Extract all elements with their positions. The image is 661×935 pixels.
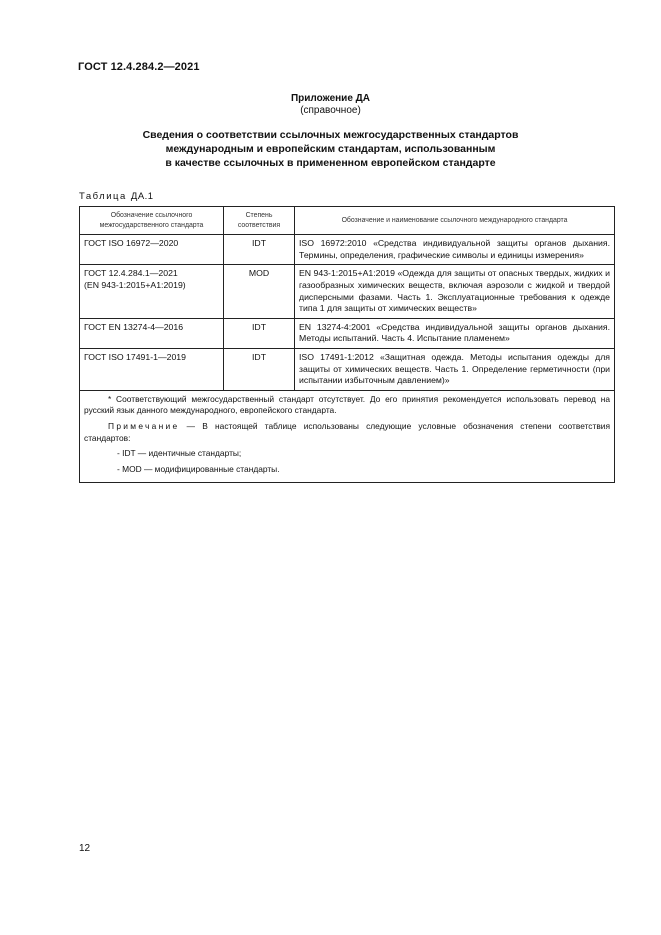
note-list-item: - IDT — идентичные стандарты; [117, 448, 242, 459]
heading-line-1: Сведения о соответствии ссылочных межгосударственных стандартов [142, 129, 519, 141]
appendix-title-block [0, 93, 661, 117]
cell-standard-line: ГОСТ 12.4.284.1—2021 [84, 268, 178, 279]
table-row [80, 348, 615, 390]
table-caption [79, 191, 154, 202]
cell-standard-line: ГОСТ EN 13274-4—2016 [84, 321, 184, 332]
cell-reference: ISO 17491-1:2012 «Защитная одежда. Методы испытания одежды для защиты от химических веществ. Часть 1. Определение герметичности (при испытании избыточным давлением)» [295, 348, 615, 390]
document-header: ГОСТ 12.4.284.2—2021 [78, 61, 200, 73]
cell-standard [80, 235, 224, 265]
column-header-reference [295, 207, 615, 235]
column-header-standard-line-2: межгосударственного стандарта [99, 221, 204, 229]
table-row [80, 235, 615, 265]
table-footnote: * Соответствующий межгосударственный стандарт отсутствует. До его принятия рекомендуется использовать перевод на русский язык данного международного, европейского стандарта. [84, 393, 610, 416]
page-number: 12 [79, 843, 91, 854]
column-header-degree [224, 207, 295, 235]
cell-reference: ISO 16972:2010 «Средства индивидуальной защиты органов дыхания. Термины, определения, графические символы и единицы измерения» [295, 235, 615, 265]
cell-degree: MOD [224, 265, 295, 318]
heading-line-3: в качестве ссылочных в примененном европейском стандарте [165, 157, 496, 169]
column-header-degree-line-1: Степень [245, 212, 273, 219]
column-header-degree-line-2: соответствия [237, 221, 281, 229]
table-notes-row [80, 390, 615, 483]
cell-standard [80, 265, 224, 318]
cell-reference: EN 13274-4:2001 «Средства индивидуальной защиты органов дыхания. Методы испытаний. Часть 4. Испытание пламенем» [295, 318, 615, 348]
column-header-standard [80, 207, 224, 235]
cell-degree: IDT [224, 235, 295, 265]
note-list-item: - MOD — модифицированные стандарты. [117, 463, 280, 474]
column-header-reference-line-1: Обозначение и наименование ссылочного международного стандарта [341, 216, 568, 224]
correspondence-table [79, 206, 615, 483]
appendix-title: Приложение ДА [290, 93, 371, 104]
note-label: Примечание [108, 420, 180, 431]
cell-reference: EN 943-1:2015+A1:2019 «Одежда для защиты от опасных твердых, жидких и газообразных химических веществ, включая аэрозоли с жидкой и твердой дисперсными фазами. Часть 1. Эксплуатационные требования к одежде типа 1 для защиты от химических веществ» [295, 265, 615, 318]
table-caption-number: ДА.1 [130, 191, 154, 202]
cell-degree: IDT [224, 348, 295, 390]
cell-standard-line: (EN 943-1:2015+A1:2019) [84, 279, 186, 290]
table-note [84, 421, 610, 444]
cell-standard-line: ГОСТ ISO 17491-1—2019 [84, 351, 186, 362]
appendix-subtitle: (справочное) [300, 105, 361, 116]
table-row [80, 318, 615, 348]
cell-standard [80, 318, 224, 348]
table-header-row [80, 207, 615, 235]
cell-standard [80, 348, 224, 390]
column-header-standard-line-1: Обозначение ссылочного [110, 212, 193, 219]
cell-standard-line: ГОСТ ISO 16972—2020 [84, 238, 179, 249]
note-text: — В настоящей таблице использованы следующие условные обозначения степени соответствия стандартов: [84, 420, 610, 443]
heading-line-2: международным и европейским стандартам, использованным [165, 143, 496, 155]
table-row [80, 265, 615, 318]
cell-degree: IDT [224, 318, 295, 348]
table-notes [80, 390, 615, 483]
table-caption-word: Таблица [79, 191, 127, 202]
section-heading [0, 128, 661, 170]
